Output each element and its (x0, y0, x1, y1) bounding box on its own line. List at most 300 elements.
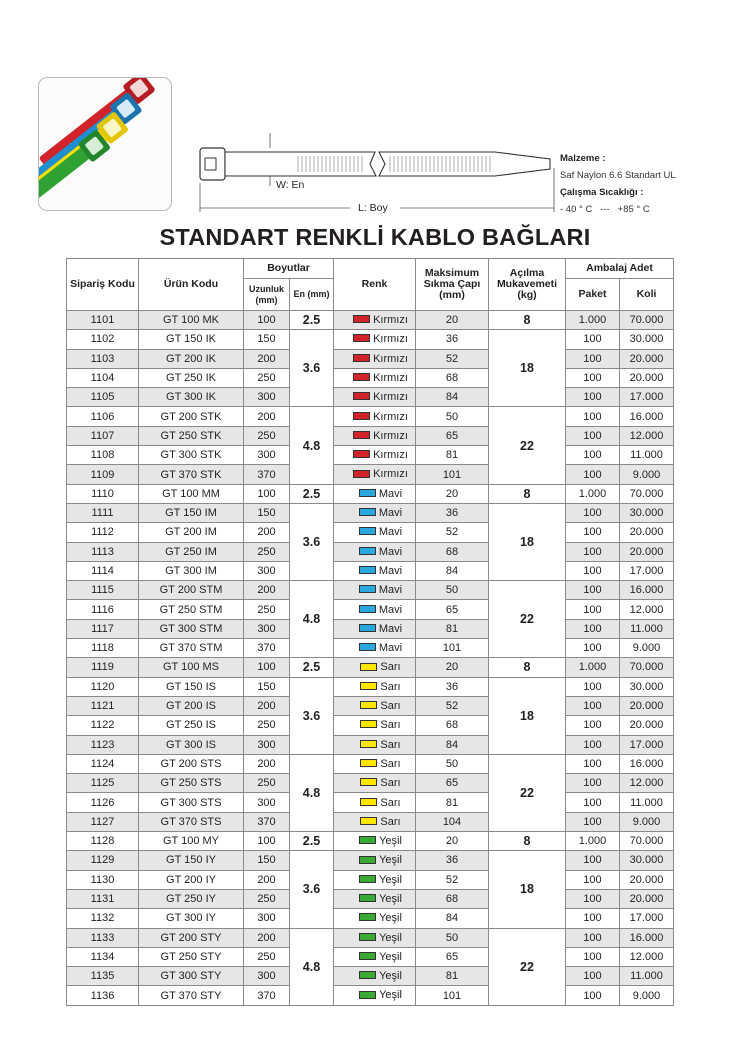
table-row (67, 986, 674, 1005)
renk-cell (334, 484, 416, 503)
siparis-kodu: 1119 (67, 658, 139, 677)
material-label: Malzeme : (560, 153, 606, 164)
uzunluk: 150 (244, 330, 290, 349)
maks-cap: 65 (416, 600, 489, 619)
table-row (67, 696, 674, 715)
urun-kodu: GT 250 IY (139, 889, 244, 908)
color-swatch (359, 933, 376, 941)
temp-min: - 40 ° C (560, 204, 593, 215)
koli: 16.000 (620, 581, 674, 600)
siparis-kodu: 1101 (67, 311, 139, 330)
maks-cap: 84 (416, 561, 489, 580)
uzunluk: 250 (244, 426, 290, 445)
maks-cap: 52 (416, 349, 489, 368)
koli: 20.000 (620, 696, 674, 715)
paket: 100 (566, 677, 620, 696)
urun-kodu: GT 200 STY (139, 928, 244, 947)
renk-label: Sarı (380, 680, 401, 693)
maks-cap: 81 (416, 967, 489, 986)
renk-label: Mavi (378, 507, 403, 520)
acilma-value: 22 (489, 754, 566, 831)
siparis-kodu: 1120 (67, 677, 139, 696)
renk-cell (334, 581, 416, 600)
table-row (67, 503, 674, 522)
siparis-kodu: 1107 (67, 426, 139, 445)
koli: 20.000 (620, 716, 674, 735)
koli: 17.000 (620, 909, 674, 928)
siparis-kodu: 1128 (67, 832, 139, 851)
urun-kodu: GT 150 IS (139, 677, 244, 696)
maks-cap: 36 (416, 677, 489, 696)
uzunluk: 200 (244, 754, 290, 773)
table-row (67, 870, 674, 889)
acilma-value: 22 (489, 928, 566, 1005)
uzunluk: 300 (244, 619, 290, 638)
siparis-kodu: 1110 (67, 484, 139, 503)
maks-cap: 50 (416, 754, 489, 773)
cable-ties-image (39, 78, 172, 211)
koli: 11.000 (620, 446, 674, 465)
table-row (67, 465, 674, 484)
siparis-kodu: 1124 (67, 754, 139, 773)
urun-kodu: GT 200 IS (139, 696, 244, 715)
uzunluk: 100 (244, 484, 290, 503)
renk-label: Sarı (380, 700, 401, 713)
uzunluk: 300 (244, 446, 290, 465)
color-swatch (359, 508, 376, 516)
maks-cap: 65 (416, 426, 489, 445)
maks-cap: 84 (416, 388, 489, 407)
koli: 20.000 (620, 523, 674, 542)
koli: 11.000 (620, 793, 674, 812)
material-spec (560, 150, 745, 218)
uzunluk: 250 (244, 947, 290, 966)
siparis-kodu: 1135 (67, 967, 139, 986)
maks-cap: 50 (416, 581, 489, 600)
uzunluk: 150 (244, 677, 290, 696)
paket: 100 (566, 986, 620, 1005)
koli: 20.000 (620, 368, 674, 387)
urun-kodu: GT 250 IM (139, 542, 244, 561)
en-value: 3.6 (290, 677, 334, 754)
width-label: W: En (276, 179, 305, 191)
table-row (67, 793, 674, 812)
acilma-value: 8 (489, 658, 566, 677)
paket: 100 (566, 330, 620, 349)
maks-cap: 68 (416, 542, 489, 561)
color-swatch (359, 527, 376, 535)
renk-cell (334, 928, 416, 947)
en-value: 4.8 (290, 928, 334, 1005)
acilma-value: 18 (489, 677, 566, 754)
koli: 17.000 (620, 388, 674, 407)
siparis-kodu: 1104 (67, 368, 139, 387)
renk-label: Mavi (378, 622, 403, 635)
header-urun: Ürün Kodu (139, 259, 244, 311)
renk-cell (334, 465, 416, 484)
siparis-kodu: 1125 (67, 774, 139, 793)
urun-kodu: GT 300 STK (139, 446, 244, 465)
renk-cell (334, 446, 416, 465)
urun-kodu: GT 200 STM (139, 581, 244, 600)
koli: 30.000 (620, 851, 674, 870)
paket: 100 (566, 600, 620, 619)
renk-label: Mavi (378, 565, 403, 578)
maks-cap: 36 (416, 330, 489, 349)
header-siparis: Sipariş Kodu (67, 259, 139, 311)
siparis-kodu: 1108 (67, 446, 139, 465)
maks-cap: 52 (416, 870, 489, 889)
renk-label: Kırmızı (373, 314, 408, 327)
color-swatch (359, 836, 376, 844)
siparis-kodu: 1133 (67, 928, 139, 947)
siparis-kodu: 1103 (67, 349, 139, 368)
paket: 100 (566, 388, 620, 407)
en-value: 3.6 (290, 851, 334, 928)
siparis-kodu: 1113 (67, 542, 139, 561)
renk-label: Kırmızı (373, 429, 408, 442)
paket: 1.000 (566, 658, 620, 677)
color-swatch (353, 315, 370, 323)
color-swatch (360, 778, 377, 786)
maks-cap: 50 (416, 928, 489, 947)
table-body (67, 311, 674, 1006)
maks-cap: 36 (416, 503, 489, 522)
renk-label: Yeşil (379, 912, 402, 925)
color-swatch (359, 585, 376, 593)
uzunluk: 100 (244, 832, 290, 851)
renk-label: Kırmızı (373, 352, 408, 365)
uzunluk: 250 (244, 542, 290, 561)
paket: 100 (566, 870, 620, 889)
renk-cell (334, 696, 416, 715)
siparis-kodu: 1102 (67, 330, 139, 349)
paket: 100 (566, 928, 620, 947)
temp-max: +85 ° C (617, 204, 650, 215)
urun-kodu: GT 150 IY (139, 851, 244, 870)
renk-cell (334, 851, 416, 870)
renk-label: Mavi (378, 526, 403, 539)
table-row (67, 889, 674, 908)
urun-kodu: GT 150 IK (139, 330, 244, 349)
uzunluk: 200 (244, 696, 290, 715)
siparis-kodu: 1118 (67, 639, 139, 658)
urun-kodu: GT 200 IK (139, 349, 244, 368)
renk-cell (334, 600, 416, 619)
renk-cell (334, 735, 416, 754)
urun-kodu: GT 300 STY (139, 967, 244, 986)
paket: 100 (566, 967, 620, 986)
table-row (67, 368, 674, 387)
en-value: 2.5 (290, 832, 334, 851)
color-swatch (360, 682, 377, 690)
cable-tie-diagram (190, 128, 565, 218)
renk-cell (334, 639, 416, 658)
paket: 100 (566, 503, 620, 522)
uzunluk: 200 (244, 581, 290, 600)
urun-kodu: GT 200 STK (139, 407, 244, 426)
en-value: 3.6 (290, 503, 334, 580)
page-title: STANDART RENKLİ KABLO BAĞLARI (159, 224, 591, 250)
renk-cell (334, 812, 416, 831)
acilma-value: 18 (489, 851, 566, 928)
maks-cap: 68 (416, 889, 489, 908)
color-swatch (359, 991, 376, 999)
color-swatch (353, 354, 370, 362)
uzunluk: 300 (244, 561, 290, 580)
siparis-kodu: 1117 (67, 619, 139, 638)
renk-cell (334, 774, 416, 793)
renk-label: Yeşil (379, 970, 402, 983)
renk-cell (334, 716, 416, 735)
koli: 12.000 (620, 774, 674, 793)
header-paket: Paket (566, 279, 620, 311)
uzunluk: 100 (244, 311, 290, 330)
table-row (67, 619, 674, 638)
renk-label: Mavi (378, 603, 403, 616)
koli: 70.000 (620, 658, 674, 677)
koli: 70.000 (620, 832, 674, 851)
color-swatch (353, 334, 370, 342)
product-photo (38, 77, 172, 211)
koli: 20.000 (620, 542, 674, 561)
paket: 100 (566, 793, 620, 812)
renk-cell (334, 832, 416, 851)
acilma-value: 8 (489, 832, 566, 851)
renk-label: Sarı (380, 758, 401, 771)
color-swatch (359, 875, 376, 883)
color-swatch (359, 913, 376, 921)
color-swatch (359, 643, 376, 651)
siparis-kodu: 1132 (67, 909, 139, 928)
acilma-value: 18 (489, 330, 566, 407)
renk-label: Kırmızı (373, 333, 408, 346)
table-row (67, 330, 674, 349)
siparis-kodu: 1112 (67, 523, 139, 542)
koli: 12.000 (620, 426, 674, 445)
siparis-kodu: 1130 (67, 870, 139, 889)
koli: 30.000 (620, 677, 674, 696)
color-swatch (353, 412, 370, 420)
renk-label: Kırmızı (373, 449, 408, 462)
color-swatch (360, 663, 377, 671)
table-row (67, 658, 674, 677)
color-swatch (359, 952, 376, 960)
renk-cell (334, 561, 416, 580)
maks-cap: 65 (416, 947, 489, 966)
urun-kodu: GT 300 STM (139, 619, 244, 638)
acilma-value: 8 (489, 311, 566, 330)
paket: 100 (566, 716, 620, 735)
urun-kodu: GT 250 STM (139, 600, 244, 619)
uzunluk: 200 (244, 407, 290, 426)
maks-cap: 101 (416, 465, 489, 484)
color-swatch (353, 450, 370, 458)
siparis-kodu: 1136 (67, 986, 139, 1005)
table-row (67, 812, 674, 831)
acilma-value: 22 (489, 581, 566, 658)
urun-kodu: GT 370 STS (139, 812, 244, 831)
urun-kodu: GT 370 STK (139, 465, 244, 484)
koli: 20.000 (620, 870, 674, 889)
paket: 100 (566, 407, 620, 426)
maks-cap: 50 (416, 407, 489, 426)
paket: 1.000 (566, 832, 620, 851)
table-row (67, 677, 674, 696)
urun-kodu: GT 150 IM (139, 503, 244, 522)
paket: 100 (566, 619, 620, 638)
length-label: L: Boy (358, 202, 388, 214)
maks-cap: 20 (416, 832, 489, 851)
uzunluk: 300 (244, 909, 290, 928)
renk-label: Kırmızı (373, 468, 408, 481)
urun-kodu: GT 100 MK (139, 311, 244, 330)
koli: 9.000 (620, 986, 674, 1005)
table-row (67, 388, 674, 407)
uzunluk: 200 (244, 349, 290, 368)
renk-label: Yeşil (379, 989, 402, 1002)
color-swatch (353, 431, 370, 439)
renk-label: Sarı (380, 777, 401, 790)
renk-label: Mavi (378, 642, 403, 655)
koli: 30.000 (620, 330, 674, 349)
koli: 12.000 (620, 600, 674, 619)
urun-kodu: GT 300 IM (139, 561, 244, 580)
color-swatch (359, 489, 376, 497)
uzunluk: 250 (244, 368, 290, 387)
color-swatch (360, 817, 377, 825)
maks-cap: 81 (416, 619, 489, 638)
acilma-value: 8 (489, 484, 566, 503)
paket: 100 (566, 909, 620, 928)
table-row (67, 754, 674, 773)
urun-kodu: GT 100 MM (139, 484, 244, 503)
koli: 20.000 (620, 349, 674, 368)
siparis-kodu: 1126 (67, 793, 139, 812)
urun-kodu: GT 300 IS (139, 735, 244, 754)
urun-kodu: GT 300 IY (139, 909, 244, 928)
header-uzunluk: Uzunluk (mm) (244, 279, 290, 311)
koli: 11.000 (620, 619, 674, 638)
acilma-value: 22 (489, 407, 566, 484)
urun-kodu: GT 100 MS (139, 658, 244, 677)
urun-kodu: GT 370 STM (139, 639, 244, 658)
renk-cell (334, 909, 416, 928)
header-ambalaj: Ambalaj Adet (566, 259, 674, 279)
maks-cap: 68 (416, 716, 489, 735)
koli: 11.000 (620, 967, 674, 986)
koli: 16.000 (620, 754, 674, 773)
urun-kodu: GT 250 IS (139, 716, 244, 735)
renk-cell (334, 542, 416, 561)
product-table (66, 258, 674, 1006)
color-swatch (353, 373, 370, 381)
header-boyutlar: Boyutlar (244, 259, 334, 279)
renk-cell (334, 330, 416, 349)
renk-label: Yeşil (379, 931, 402, 944)
renk-cell (334, 523, 416, 542)
renk-label: Mavi (378, 584, 403, 597)
siparis-kodu: 1129 (67, 851, 139, 870)
renk-cell (334, 426, 416, 445)
uzunluk: 300 (244, 388, 290, 407)
uzunluk: 370 (244, 986, 290, 1005)
temp-range (560, 201, 745, 218)
paket: 100 (566, 542, 620, 561)
table-row (67, 311, 674, 330)
siparis-kodu: 1111 (67, 503, 139, 522)
table-row (67, 928, 674, 947)
table-row (67, 446, 674, 465)
siparis-kodu: 1115 (67, 581, 139, 600)
table-row (67, 600, 674, 619)
siparis-kodu: 1114 (67, 561, 139, 580)
uzunluk: 370 (244, 812, 290, 831)
maks-cap: 104 (416, 812, 489, 831)
maks-cap: 65 (416, 774, 489, 793)
paket: 100 (566, 368, 620, 387)
siparis-kodu: 1109 (67, 465, 139, 484)
koli: 9.000 (620, 465, 674, 484)
renk-cell (334, 311, 416, 330)
renk-cell (334, 503, 416, 522)
table-row (67, 523, 674, 542)
uzunluk: 300 (244, 793, 290, 812)
renk-label: Mavi (378, 545, 403, 558)
renk-cell (334, 754, 416, 773)
siparis-kodu: 1106 (67, 407, 139, 426)
koli: 12.000 (620, 947, 674, 966)
renk-label: Kırmızı (373, 391, 408, 404)
renk-cell (334, 349, 416, 368)
uzunluk: 150 (244, 503, 290, 522)
maks-cap: 101 (416, 639, 489, 658)
uzunluk: 250 (244, 774, 290, 793)
table-row (67, 639, 674, 658)
renk-label: Sarı (380, 719, 401, 732)
acilma-value: 18 (489, 503, 566, 580)
paket: 100 (566, 561, 620, 580)
renk-label: Sarı (380, 738, 401, 751)
table-row (67, 542, 674, 561)
renk-cell (334, 658, 416, 677)
uzunluk: 300 (244, 735, 290, 754)
renk-cell (334, 986, 416, 1005)
color-swatch (359, 605, 376, 613)
koli: 17.000 (620, 561, 674, 580)
color-swatch (353, 392, 370, 400)
header-acilma: Açılma Mukavemeti (kg) (489, 259, 566, 311)
renk-cell (334, 677, 416, 696)
siparis-kodu: 1134 (67, 947, 139, 966)
paket: 100 (566, 696, 620, 715)
renk-label: Yeşil (379, 835, 402, 848)
material-value: Saf Naylon 6.6 Standart UL (560, 170, 676, 181)
uzunluk: 200 (244, 523, 290, 542)
maks-cap: 81 (416, 793, 489, 812)
urun-kodu: GT 250 STY (139, 947, 244, 966)
table-row (67, 581, 674, 600)
siparis-kodu: 1123 (67, 735, 139, 754)
uzunluk: 370 (244, 639, 290, 658)
header-en: En (mm) (290, 279, 334, 311)
urun-kodu: GT 200 IY (139, 870, 244, 889)
paket: 100 (566, 465, 620, 484)
color-swatch (360, 720, 377, 728)
maks-cap: 20 (416, 484, 489, 503)
color-swatch (359, 547, 376, 555)
urun-kodu: GT 200 IM (139, 523, 244, 542)
